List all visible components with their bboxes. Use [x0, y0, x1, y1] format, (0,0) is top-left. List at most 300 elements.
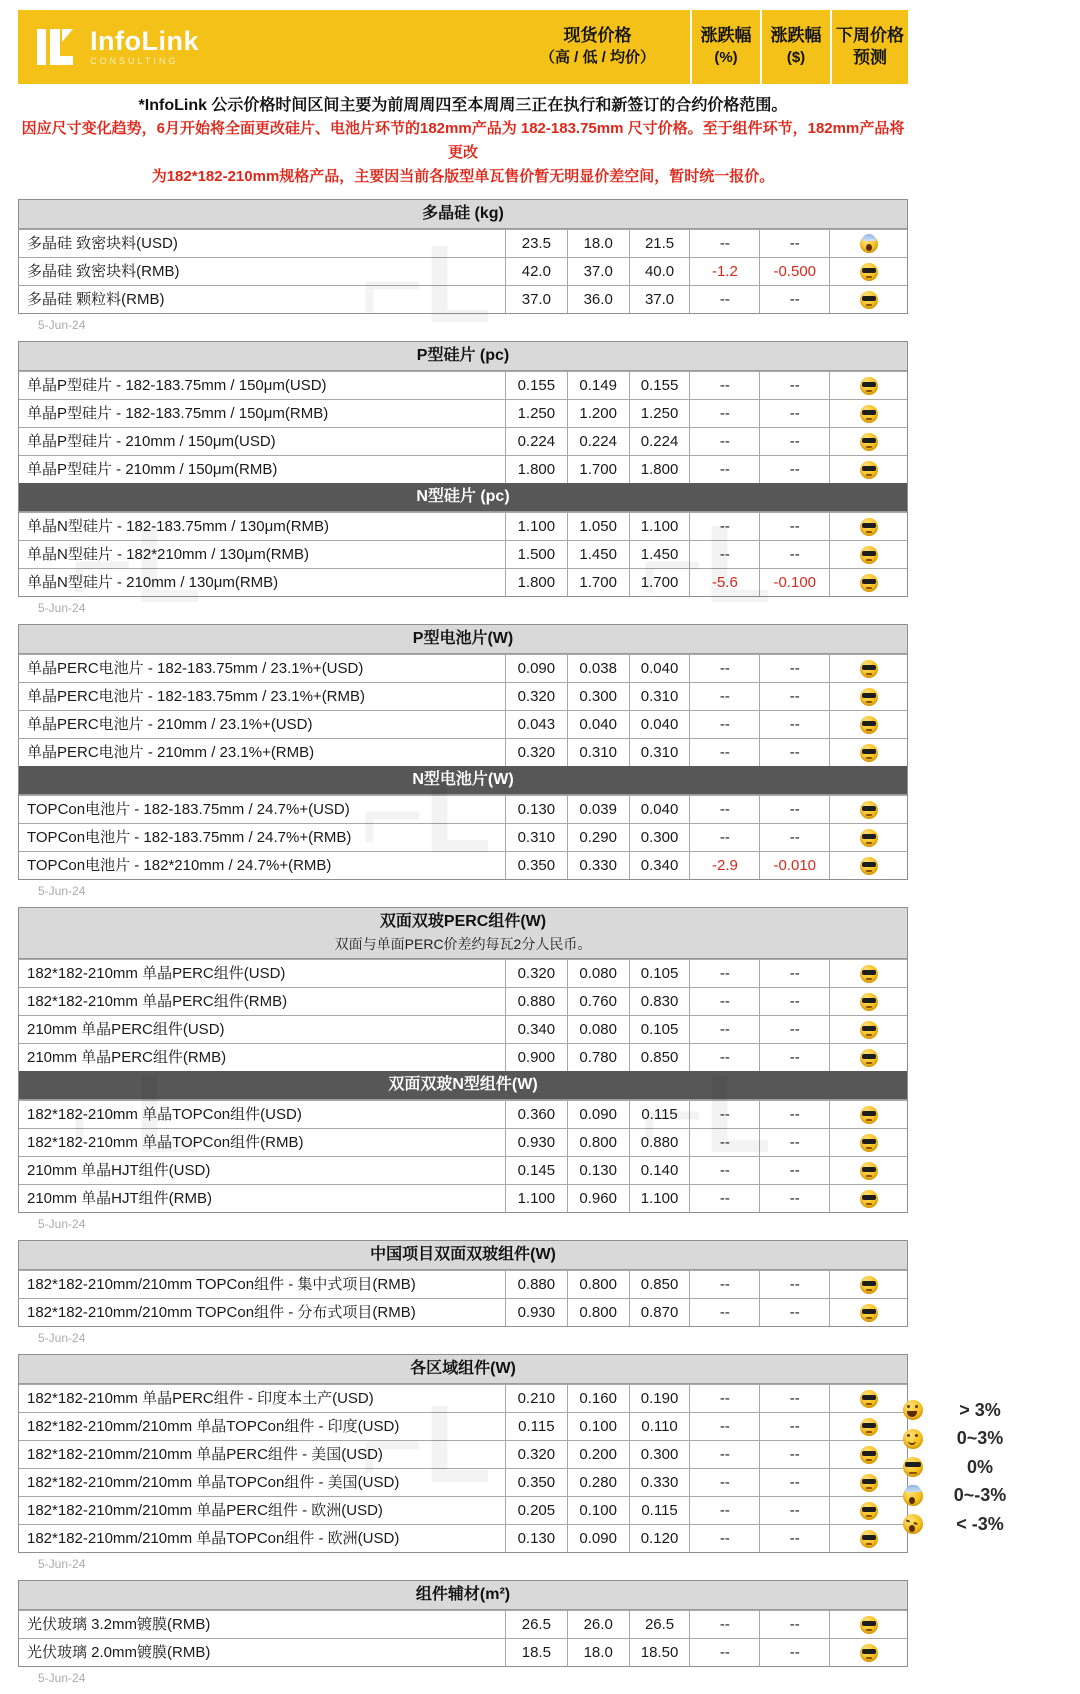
price-high: 0.320 — [505, 1441, 567, 1468]
price-low: 1.450 — [567, 541, 629, 568]
product-label: 210mm 单晶PERC组件(RMB) — [27, 1048, 227, 1066]
change-usd: -- — [759, 456, 829, 483]
price-low: 0.080 — [567, 960, 629, 987]
product-label: 单晶P型硅片 - 182-183.75mm / 150μm(RMB) — [27, 404, 329, 422]
price-high: 0.350 — [505, 1469, 567, 1496]
price-low: 0.090 — [567, 1101, 629, 1128]
forecast-cell — [829, 1469, 907, 1496]
price-low: 1.700 — [567, 456, 629, 483]
price-high: 0.310 — [505, 824, 567, 851]
price-high: 0.145 — [505, 1157, 567, 1184]
column-header-change-usd: 涨跌幅 ($) — [760, 10, 830, 84]
legend-label: 0~3% — [956, 1428, 1004, 1449]
forecast-cell — [829, 230, 907, 257]
notice-size-change: 因应尺寸变化趋势，6月开始将全面更改硅片、电池片环节的182mm产品为 182-183.75mm 尺寸价格。至于组件环节，182mm产品将更改 为182*182-210mm规格产品，主要因当前各版型单瓦售价暂无明显价差空间，暂时统一报价。 — [21, 120, 905, 185]
price-avg: 1.100 — [629, 513, 690, 540]
price-low: 0.800 — [567, 1299, 629, 1326]
price-high: 1.800 — [505, 456, 567, 483]
price-low: 0.800 — [567, 1129, 629, 1156]
price-low: 0.200 — [567, 1441, 629, 1468]
cool-emoji-icon — [860, 716, 878, 734]
product-label: 182*182-210mm 单晶PERC组件(USD) — [27, 964, 286, 982]
price-low: 0.960 — [567, 1185, 629, 1212]
product-label: 182*182-210mm/210mm 单晶TOPCon组件 - 欧洲(USD) — [27, 1529, 400, 1547]
legend-item — [903, 1510, 1023, 1539]
grin-emoji-icon — [903, 1400, 923, 1420]
cool-emoji-icon — [860, 1644, 878, 1662]
price-low: 0.038 — [567, 655, 629, 682]
cool-emoji-icon — [860, 546, 878, 564]
change-pct: -- — [689, 1385, 759, 1412]
change-pct: -- — [689, 1611, 759, 1638]
change-usd: -- — [759, 739, 829, 766]
price-low: 1.050 — [567, 513, 629, 540]
price-row — [19, 654, 907, 682]
price-row — [19, 1015, 907, 1043]
forecast-cell — [829, 541, 907, 568]
price-row — [19, 1100, 907, 1128]
price-low: 0.100 — [567, 1413, 629, 1440]
change-usd: -- — [759, 1469, 829, 1496]
product-label: 多晶硅 颗粒料(RMB) — [27, 290, 165, 308]
cool-emoji-icon — [860, 1049, 878, 1067]
change-usd: -- — [759, 960, 829, 987]
change-pct: -- — [689, 541, 759, 568]
price-row — [19, 710, 907, 738]
legend-item — [903, 1482, 1023, 1511]
price-high: 0.340 — [505, 1016, 567, 1043]
cool-emoji-icon — [860, 405, 878, 423]
section-header — [19, 766, 907, 795]
section-title: P型硅片 (pc) — [416, 347, 510, 364]
product-label: TOPCon电池片 - 182-183.75mm / 24.7%+(RMB) — [27, 828, 352, 846]
price-high: 1.250 — [505, 400, 567, 427]
price-high: 1.100 — [505, 1185, 567, 1212]
date-stamp: 5-Jun-24 — [38, 1671, 86, 1685]
price-low: 37.0 — [567, 258, 629, 285]
price-low: 26.0 — [567, 1611, 629, 1638]
forecast-cell — [829, 1441, 907, 1468]
change-usd: -- — [759, 1299, 829, 1326]
change-usd: -- — [759, 1129, 829, 1156]
change-pct: -- — [689, 286, 759, 313]
price-high: 0.900 — [505, 1044, 567, 1071]
forecast-cell — [829, 1385, 907, 1412]
change-pct: -- — [689, 513, 759, 540]
change-usd: -- — [759, 428, 829, 455]
section-subtitle: 双面与单面PERC价差约每瓦2分人民币。 — [334, 936, 592, 952]
change-pct: -- — [689, 1639, 759, 1666]
section-title: 组件辅材(m²) — [415, 1586, 511, 1603]
price-row — [19, 1468, 907, 1496]
price-high: 0.155 — [505, 372, 567, 399]
change-usd: -- — [759, 1413, 829, 1440]
change-pct: -- — [689, 683, 759, 710]
change-usd: -- — [759, 230, 829, 257]
price-high: 0.360 — [505, 1101, 567, 1128]
cool-emoji-icon — [860, 965, 878, 983]
price-low: 0.100 — [567, 1497, 629, 1524]
section-title: 双面双玻N型组件(W) — [388, 1076, 538, 1093]
forecast-cell — [829, 400, 907, 427]
price-low: 0.039 — [567, 796, 629, 823]
section-header — [19, 908, 907, 959]
price-row — [19, 257, 907, 285]
price-avg: 0.105 — [629, 1016, 690, 1043]
forecast-cell — [829, 513, 907, 540]
price-block — [18, 199, 908, 314]
price-row — [19, 682, 907, 710]
price-avg: 0.040 — [629, 655, 690, 682]
price-avg: 0.224 — [629, 428, 690, 455]
forecast-cell — [829, 1299, 907, 1326]
forecast-cell — [829, 456, 907, 483]
price-low: 0.330 — [567, 852, 629, 879]
change-usd: -- — [759, 513, 829, 540]
infolink-logo-icon — [34, 24, 80, 70]
product-label: 单晶N型硅片 - 210mm / 130μm(RMB) — [27, 573, 279, 591]
price-row — [19, 1156, 907, 1184]
price-high: 0.130 — [505, 1525, 567, 1552]
price-block — [18, 624, 908, 880]
product-label: 210mm 单晶HJT组件(RMB) — [27, 1189, 213, 1207]
price-row — [19, 512, 907, 540]
forecast-cell — [829, 1016, 907, 1043]
section-header — [19, 1071, 907, 1100]
price-row — [19, 229, 907, 257]
forecast-cell — [829, 1271, 907, 1298]
forecast-cell — [829, 1044, 907, 1071]
change-pct: -- — [689, 739, 759, 766]
cool-emoji-icon — [860, 1530, 878, 1548]
product-label: 182*182-210mm 单晶PERC组件 - 印度本土产(USD) — [27, 1389, 374, 1407]
price-high: 0.880 — [505, 988, 567, 1015]
change-usd: -- — [759, 1385, 829, 1412]
price-row — [19, 1610, 907, 1638]
forecast-cell — [829, 1611, 907, 1638]
price-low: 0.090 — [567, 1525, 629, 1552]
price-row — [19, 1496, 907, 1524]
price-avg: 0.300 — [629, 1441, 690, 1468]
price-high: 0.210 — [505, 1385, 567, 1412]
product-label: 182*182-210mm/210mm TOPCon组件 - 分布式项目(RMB) — [27, 1303, 416, 1321]
change-usd: -- — [759, 711, 829, 738]
price-avg: 37.0 — [629, 286, 690, 313]
cool-emoji-icon — [860, 1446, 878, 1464]
product-label: 182*182-210mm/210mm 单晶TOPCon组件 - 印度(USD) — [27, 1417, 400, 1435]
price-high: 0.320 — [505, 739, 567, 766]
product-label: 单晶PERC电池片 - 182-183.75mm / 23.1%+(RMB) — [27, 687, 366, 705]
price-high: 0.930 — [505, 1299, 567, 1326]
price-avg: 1.100 — [629, 1185, 690, 1212]
cool-emoji-icon — [860, 574, 878, 592]
product-label: 光伏玻璃 3.2mm镀膜(RMB) — [27, 1615, 211, 1633]
change-pct: -- — [689, 1441, 759, 1468]
change-pct: -2.9 — [689, 852, 759, 879]
cool-emoji-icon — [860, 688, 878, 706]
column-header-change-pct: 涨跌幅 (%) — [690, 10, 760, 84]
section-title: N型硅片 (pc) — [416, 488, 510, 505]
price-high: 0.350 — [505, 852, 567, 879]
section-title: 各区域组件(W) — [410, 1360, 516, 1377]
forecast-cell — [829, 428, 907, 455]
price-row — [19, 427, 907, 455]
product-label: 182*182-210mm/210mm TOPCon组件 - 集中式项目(RMB) — [27, 1275, 416, 1293]
cool-emoji-icon — [860, 660, 878, 678]
price-avg: 0.850 — [629, 1271, 690, 1298]
price-avg: 1.250 — [629, 400, 690, 427]
section-header — [19, 1241, 907, 1270]
price-row — [19, 568, 907, 596]
price-row — [19, 371, 907, 399]
price-avg: 0.310 — [629, 683, 690, 710]
section-title: P型电池片(W) — [412, 630, 514, 647]
price-avg: 0.155 — [629, 372, 690, 399]
cool-emoji-icon — [860, 857, 878, 875]
forecast-cell — [829, 1101, 907, 1128]
section-header — [19, 483, 907, 512]
product-label: 182*182-210mm/210mm 单晶PERC组件 - 美国(USD) — [27, 1445, 383, 1463]
forecast-cell — [829, 739, 907, 766]
price-avg: 0.310 — [629, 739, 690, 766]
price-high: 0.224 — [505, 428, 567, 455]
price-row — [19, 540, 907, 568]
product-label: 210mm 单晶HJT组件(USD) — [27, 1161, 211, 1179]
price-low: 0.080 — [567, 1016, 629, 1043]
cool-emoji-icon — [860, 461, 878, 479]
scream-emoji-icon — [903, 1486, 923, 1506]
price-row — [19, 455, 907, 483]
date-stamp: 5-Jun-24 — [38, 318, 86, 332]
legend-label: 0% — [966, 1456, 993, 1477]
change-pct: -- — [689, 456, 759, 483]
price-avg: 0.120 — [629, 1525, 690, 1552]
price-high: 0.090 — [505, 655, 567, 682]
forecast-cell — [829, 569, 907, 596]
section-title: 多晶硅 (kg) — [422, 205, 504, 222]
price-high: 1.800 — [505, 569, 567, 596]
price-avg: 0.110 — [629, 1413, 690, 1440]
price-row — [19, 399, 907, 427]
table-header — [18, 10, 908, 84]
price-avg: 0.040 — [629, 711, 690, 738]
change-usd: -- — [759, 1497, 829, 1524]
price-low: 0.800 — [567, 1271, 629, 1298]
price-avg: 0.115 — [629, 1101, 690, 1128]
section-header — [19, 342, 907, 371]
price-high: 0.930 — [505, 1129, 567, 1156]
forecast-cell — [829, 960, 907, 987]
cool-emoji-icon — [860, 518, 878, 536]
change-usd: -0.500 — [759, 258, 829, 285]
product-label: 多晶硅 致密块料(RMB) — [27, 262, 180, 280]
change-usd: -- — [759, 1016, 829, 1043]
price-row — [19, 1270, 907, 1298]
price-low: 0.290 — [567, 824, 629, 851]
forecast-cell — [829, 1639, 907, 1666]
change-usd: -- — [759, 683, 829, 710]
product-label: 单晶P型硅片 - 210mm / 150μm(USD) — [27, 432, 276, 450]
price-row — [19, 1384, 907, 1412]
change-pct: -- — [689, 1299, 759, 1326]
section-header — [19, 200, 907, 229]
forecast-cell — [829, 1157, 907, 1184]
legend-item — [903, 1453, 1023, 1482]
price-avg: 0.330 — [629, 1469, 690, 1496]
cool-emoji-icon — [860, 377, 878, 395]
price-avg: 1.700 — [629, 569, 690, 596]
product-label: 单晶N型硅片 - 182*210mm / 130μm(RMB) — [27, 545, 310, 563]
forecast-cell — [829, 1129, 907, 1156]
forecast-legend — [903, 1396, 1023, 1539]
legend-label: 0~-3% — [953, 1485, 1007, 1506]
price-avg: 0.040 — [629, 796, 690, 823]
change-usd: -- — [759, 400, 829, 427]
product-label: 单晶PERC电池片 - 210mm / 23.1%+(RMB) — [27, 743, 315, 761]
price-avg: 0.850 — [629, 1044, 690, 1071]
price-row — [19, 1440, 907, 1468]
change-usd: -- — [759, 1525, 829, 1552]
legend-label: < -3% — [956, 1513, 1004, 1534]
brand-name: InfoLink — [90, 26, 199, 56]
price-low: 0.224 — [567, 428, 629, 455]
change-usd: -- — [759, 1157, 829, 1184]
price-high: 0.880 — [505, 1271, 567, 1298]
price-avg: 40.0 — [629, 258, 690, 285]
cool-emoji-icon — [903, 1457, 923, 1477]
change-usd: -- — [759, 372, 829, 399]
change-usd: -- — [759, 824, 829, 851]
price-high: 0.115 — [505, 1413, 567, 1440]
price-low: 0.300 — [567, 683, 629, 710]
price-high: 1.100 — [505, 513, 567, 540]
forecast-cell — [829, 824, 907, 851]
change-pct: -- — [689, 1497, 759, 1524]
forecast-cell — [829, 852, 907, 879]
price-row — [19, 1128, 907, 1156]
forecast-cell — [829, 1413, 907, 1440]
cool-emoji-icon — [860, 1106, 878, 1124]
product-label: 单晶PERC电池片 - 182-183.75mm / 23.1%+(USD) — [27, 659, 364, 677]
change-pct: -- — [689, 988, 759, 1015]
price-row — [19, 738, 907, 766]
change-pct: -- — [689, 711, 759, 738]
change-pct: -- — [689, 824, 759, 851]
notice-price-window: *InfoLink 公示价格时间区间主要为前周周四至本周周三正在执行和新签订的合约价格范围。 — [138, 97, 788, 114]
change-pct: -- — [689, 796, 759, 823]
price-avg: 1.450 — [629, 541, 690, 568]
cool-emoji-icon — [860, 1502, 878, 1520]
section-title: N型电池片(W) — [412, 771, 514, 788]
column-header-spot-price: 现货价格 （高 / 低 / 均价） — [539, 26, 655, 66]
price-avg: 21.5 — [629, 230, 690, 257]
product-label: 单晶P型硅片 - 182-183.75mm / 150μm(USD) — [27, 376, 327, 394]
change-usd: -- — [759, 1271, 829, 1298]
date-stamp: 5-Jun-24 — [38, 884, 86, 898]
price-avg: 0.190 — [629, 1385, 690, 1412]
price-low: 0.160 — [567, 1385, 629, 1412]
change-pct: -- — [689, 960, 759, 987]
price-high: 42.0 — [505, 258, 567, 285]
price-block — [18, 1354, 908, 1553]
legend-label: > 3% — [959, 1399, 1001, 1420]
change-pct: -- — [689, 1157, 759, 1184]
price-avg: 18.50 — [629, 1639, 690, 1666]
price-high: 0.130 — [505, 796, 567, 823]
price-row — [19, 1412, 907, 1440]
section-title: 双面双玻PERC组件(W) — [379, 913, 547, 930]
forecast-cell — [829, 655, 907, 682]
cool-emoji-icon — [860, 829, 878, 847]
price-avg: 0.340 — [629, 852, 690, 879]
change-usd: -- — [759, 1639, 829, 1666]
price-low: 36.0 — [567, 286, 629, 313]
change-pct: -- — [689, 1271, 759, 1298]
price-avg: 0.880 — [629, 1129, 690, 1156]
change-pct: -- — [689, 1469, 759, 1496]
price-low: 0.760 — [567, 988, 629, 1015]
product-label: 182*182-210mm 单晶TOPCon组件(RMB) — [27, 1133, 304, 1151]
price-low: 0.280 — [567, 1469, 629, 1496]
price-high: 23.5 — [505, 230, 567, 257]
change-usd: -- — [759, 1611, 829, 1638]
section-header — [19, 1581, 907, 1610]
price-row — [19, 795, 907, 823]
date-stamp: 5-Jun-24 — [38, 1217, 86, 1231]
price-low: 0.310 — [567, 739, 629, 766]
change-pct: -- — [689, 400, 759, 427]
price-high: 0.205 — [505, 1497, 567, 1524]
price-row — [19, 823, 907, 851]
cool-emoji-icon — [860, 1474, 878, 1492]
change-pct: -- — [689, 1525, 759, 1552]
cool-emoji-icon — [860, 1134, 878, 1152]
price-high: 0.043 — [505, 711, 567, 738]
change-pct: -- — [689, 372, 759, 399]
cool-emoji-icon — [860, 744, 878, 762]
forecast-cell — [829, 1525, 907, 1552]
forecast-cell — [829, 372, 907, 399]
change-pct: -- — [689, 1413, 759, 1440]
price-block — [18, 1240, 908, 1327]
price-row — [19, 959, 907, 987]
change-usd: -- — [759, 1101, 829, 1128]
price-row — [19, 1184, 907, 1212]
price-high: 1.500 — [505, 541, 567, 568]
price-avg: 0.140 — [629, 1157, 690, 1184]
date-stamp: 5-Jun-24 — [38, 1557, 86, 1571]
price-row — [19, 851, 907, 879]
cool-emoji-icon — [860, 801, 878, 819]
product-label: 182*182-210mm/210mm 单晶PERC组件 - 欧洲(USD) — [27, 1501, 383, 1519]
cool-emoji-icon — [860, 1390, 878, 1408]
cool-emoji-icon — [860, 433, 878, 451]
price-high: 0.320 — [505, 683, 567, 710]
price-avg: 0.115 — [629, 1497, 690, 1524]
change-pct: -- — [689, 1016, 759, 1043]
cool-emoji-icon — [860, 1616, 878, 1634]
price-low: 0.040 — [567, 711, 629, 738]
weary-emoji-icon — [903, 1514, 923, 1534]
product-label: 多晶硅 致密块料(USD) — [27, 234, 178, 252]
forecast-cell — [829, 258, 907, 285]
forecast-cell — [829, 1185, 907, 1212]
cool-emoji-icon — [860, 263, 878, 281]
forecast-cell — [829, 1497, 907, 1524]
price-high: 37.0 — [505, 286, 567, 313]
change-pct: -- — [689, 1044, 759, 1071]
price-row — [19, 1524, 907, 1552]
